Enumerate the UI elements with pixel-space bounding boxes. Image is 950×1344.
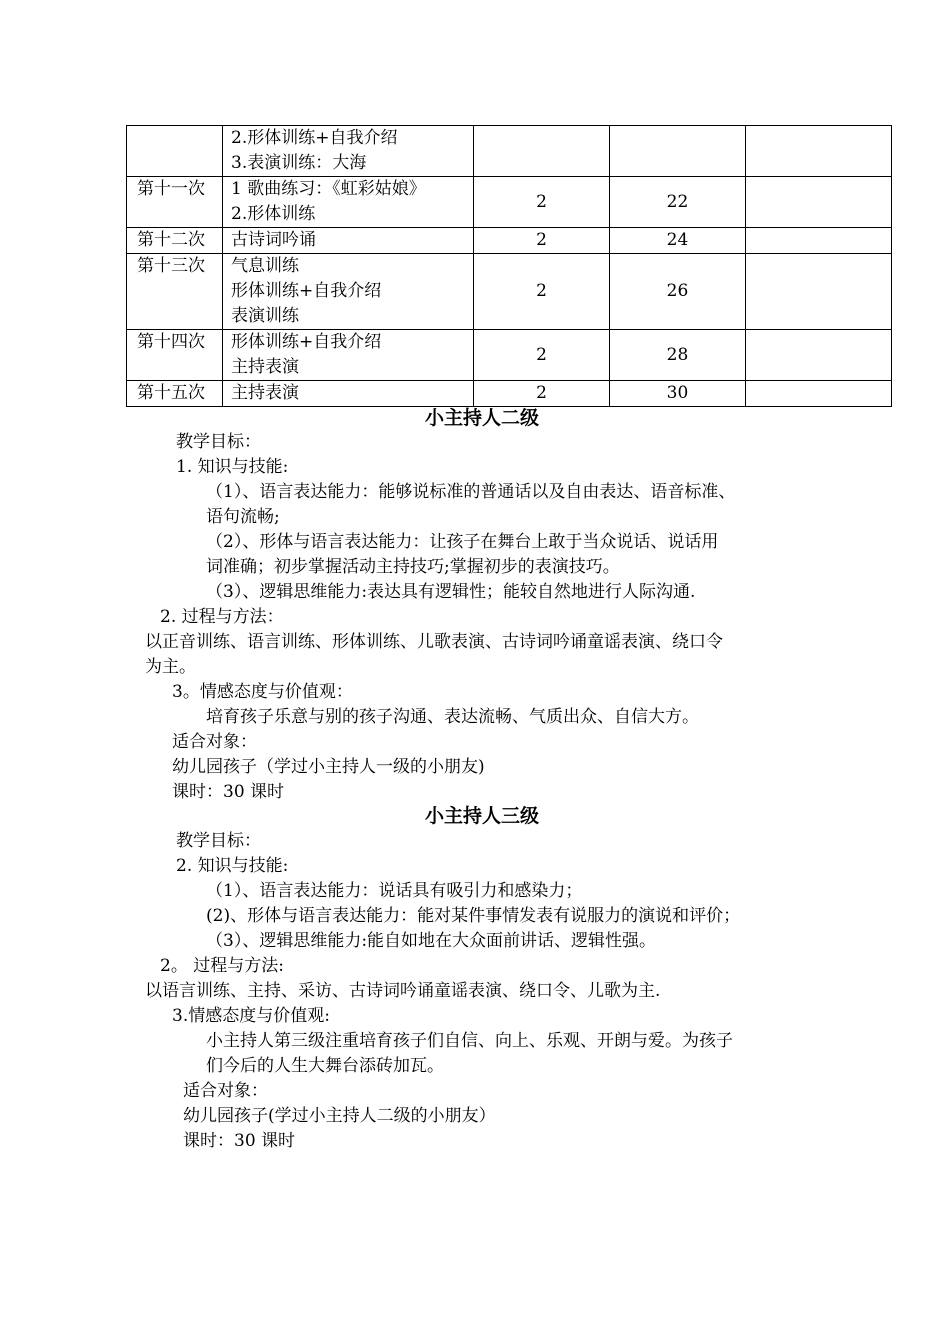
table-row — [127, 126, 892, 177]
content-line: 3.表演训练：大海 — [231, 153, 367, 173]
content-cell — [223, 381, 474, 407]
table-row — [127, 177, 892, 228]
total-cell: 26 — [610, 254, 746, 330]
content-cell — [223, 177, 474, 228]
content-line: 1 歌曲练习：《虹彩姑娘》 — [231, 179, 426, 199]
level2-knowledge-item-1-cont: 语句流畅; — [206, 507, 280, 527]
level3-attitude-text: 小主持人第三级注重培育孩子们自信、向上、乐观、开朗与爱。为孩子 — [206, 1031, 733, 1051]
level3-audience-label: 适合对象： — [183, 1081, 268, 1101]
level2-attitude-heading: 3。情感态度与价值观： — [172, 682, 353, 702]
level3-knowledge-item-1: （1）、语言表达能力：说话具有吸引力和感染力； — [206, 881, 583, 901]
level3-attitude-heading: 3.情感态度与价值观: — [172, 1006, 330, 1026]
hours-cell: 2 — [474, 177, 610, 228]
total-cell — [610, 126, 746, 177]
note-cell — [746, 177, 892, 228]
hours-cell: 2 — [474, 228, 610, 254]
note-cell — [746, 126, 892, 177]
content-line: 古诗词吟诵 — [231, 230, 316, 250]
content-line: 气息训练 — [231, 256, 299, 276]
session-cell: 第十四次 — [127, 330, 223, 381]
level2-audience-label: 适合对象： — [172, 732, 257, 752]
hours-cell: 2 — [474, 381, 610, 407]
level2-audience: 幼儿园孩子（学过小主持人一级的小朋友) — [172, 757, 485, 777]
content-line: 形体训练+自我介绍 — [231, 332, 382, 352]
content-line: 2.形体训练 — [231, 204, 316, 224]
hours-cell: 2 — [474, 254, 610, 330]
content-line: 2.形体训练+自我介绍 — [231, 128, 398, 148]
level2-attitude-text: 培育孩子乐意与别的孩子沟通、表达流畅、气质出众、自信大方。 — [206, 707, 699, 727]
level2-knowledge-item-2: （2）、形体与语言表达能力：让孩子在舞台上敢于当众说话、说话用 — [206, 532, 719, 552]
content-cell — [223, 228, 474, 254]
course-schedule-table — [126, 125, 892, 407]
level2-knowledge-item-3: （3）、逻辑思维能力:表达具有逻辑性；能较自然地进行人际沟通. — [206, 582, 696, 602]
session-cell: 第十一次 — [127, 177, 223, 228]
level2-goals-label: 教学目标： — [176, 432, 261, 452]
level3-title: 小主持人三级 — [425, 805, 540, 827]
note-cell — [746, 254, 892, 330]
note-cell — [746, 330, 892, 381]
content-line: 表演训练 — [231, 306, 299, 326]
table-row — [127, 228, 892, 254]
level3-process-text: 以语言训练、主持、采访、古诗词吟诵童谣表演、绕口令、儿歌为主. — [145, 981, 661, 1001]
level2-hours: 课时：30 课时 — [172, 782, 285, 802]
total-cell: 22 — [610, 177, 746, 228]
level2-knowledge-heading: 1. 知识与技能: — [176, 457, 289, 477]
session-cell — [127, 126, 223, 177]
content-cell — [223, 126, 474, 177]
content-line: 主持表演 — [231, 357, 299, 377]
level3-goals-label: 教学目标： — [176, 831, 261, 851]
level2-knowledge-item-2-cont: 词准确；初步掌握活动主持技巧;掌握初步的表演技巧。 — [206, 557, 620, 577]
session-cell: 第十五次 — [127, 381, 223, 407]
content-cell — [223, 330, 474, 381]
hours-cell — [474, 126, 610, 177]
table-row — [127, 381, 892, 407]
level3-process-heading: 2。 过程与方法: — [160, 956, 284, 976]
table-row — [127, 330, 892, 381]
level3-hours: 课时：30 课时 — [183, 1131, 296, 1151]
content-cell — [223, 254, 474, 330]
total-cell: 24 — [610, 228, 746, 254]
content-line: 形体训练+自我介绍 — [231, 281, 382, 301]
level3-attitude-text-cont: 们今后的人生大舞台添砖加瓦。 — [206, 1056, 444, 1076]
note-cell — [746, 381, 892, 407]
session-cell: 第十二次 — [127, 228, 223, 254]
session-cell: 第十三次 — [127, 254, 223, 330]
content-line: 主持表演 — [231, 383, 299, 403]
level2-process-text: 以正音训练、语言训练、形体训练、儿歌表演、古诗词吟诵童谣表演、绕口令 — [145, 632, 723, 652]
level2-process-text-cont: 为主。 — [145, 657, 196, 677]
total-cell: 28 — [610, 330, 746, 381]
level2-knowledge-item-1: （1）、语言表达能力：能够说标准的普通话以及自由表达、语音标准、 — [206, 482, 736, 502]
note-cell — [746, 228, 892, 254]
hours-cell: 2 — [474, 330, 610, 381]
level3-audience: 幼儿园孩子(学过小主持人二级的小朋友） — [183, 1106, 496, 1126]
level3-knowledge-item-3: （3）、逻辑思维能力:能自如地在大众面前讲话、逻辑性强。 — [206, 931, 657, 951]
level2-process-heading: 2. 过程与方法： — [160, 607, 284, 627]
total-cell: 30 — [610, 381, 746, 407]
table-row — [127, 254, 892, 330]
level2-title: 小主持人二级 — [425, 407, 540, 429]
level3-knowledge-item-2: (2)、形体与语言表达能力：能对某件事情发表有说服力的演说和评价； — [206, 906, 741, 926]
level3-knowledge-heading: 2. 知识与技能: — [176, 856, 289, 876]
